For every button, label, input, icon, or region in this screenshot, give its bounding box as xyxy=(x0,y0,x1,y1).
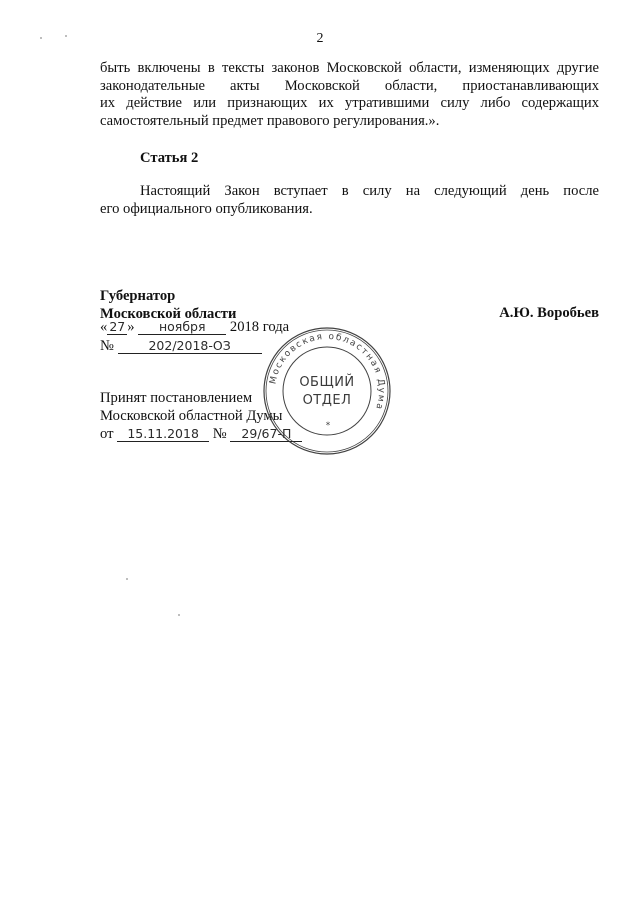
signing-date xyxy=(100,319,289,336)
page-number: 2 xyxy=(316,31,324,46)
stamp-ring-text: Московская областная Дума xyxy=(268,331,387,412)
adoption-line: Московской областной Думы xyxy=(100,408,283,424)
stamp-star-icon: * xyxy=(325,421,331,431)
paragraph-line: их действие или признающих их утратившими силу либо содержащих xyxy=(100,95,599,111)
stamp-outer-ring-inner xyxy=(266,330,388,452)
governor-title-line: Московской области xyxy=(100,306,237,322)
law-number-value: 202/2018-ОЗ xyxy=(118,338,262,354)
scan-speck xyxy=(178,614,180,616)
number-sign: № xyxy=(100,338,114,354)
adoption-line: Принят постановлением xyxy=(100,390,253,406)
close-quote: » xyxy=(127,319,135,335)
paragraph-line-text: Настоящий Закон вступает в силу на следующий день после xyxy=(140,183,599,199)
paragraph-line: быть включены в тексты законов Московской области, изменяющих другие xyxy=(100,60,599,76)
date-prefix: от xyxy=(100,426,114,442)
paragraph-article-1-end xyxy=(100,60,599,130)
governor-name: А.Ю. Воробьев xyxy=(499,305,599,321)
paragraph-line: самостоятельный предмет правового регулирования.». xyxy=(100,112,440,129)
stamp-center-line: ОТДЕЛ xyxy=(302,393,352,408)
signing-year: 2018 года xyxy=(229,319,290,335)
official-stamp xyxy=(262,326,392,456)
adoption-date: 15.11.2018 xyxy=(117,426,209,442)
resolution-number: 29/67-П xyxy=(230,426,302,442)
signing-month: ноября xyxy=(138,319,226,335)
governor-title-line: Губернатор xyxy=(100,288,176,304)
open-quote: « xyxy=(100,319,108,335)
paragraph-line: законодательные акты Московской области, приостанавливающих xyxy=(100,77,599,94)
paragraph-line: его официального опубликования. xyxy=(100,200,313,217)
scan-speck xyxy=(126,578,128,580)
governor-title xyxy=(100,287,236,323)
stamp-center-line: ОБЩИЙ xyxy=(299,375,355,390)
paragraph-article-2 xyxy=(100,183,599,218)
paragraph-line xyxy=(100,183,599,201)
law-number xyxy=(100,338,262,355)
signing-day: 27 xyxy=(107,319,127,335)
number-sign: № xyxy=(212,426,227,442)
article-2-heading: Статья 2 xyxy=(140,150,199,166)
